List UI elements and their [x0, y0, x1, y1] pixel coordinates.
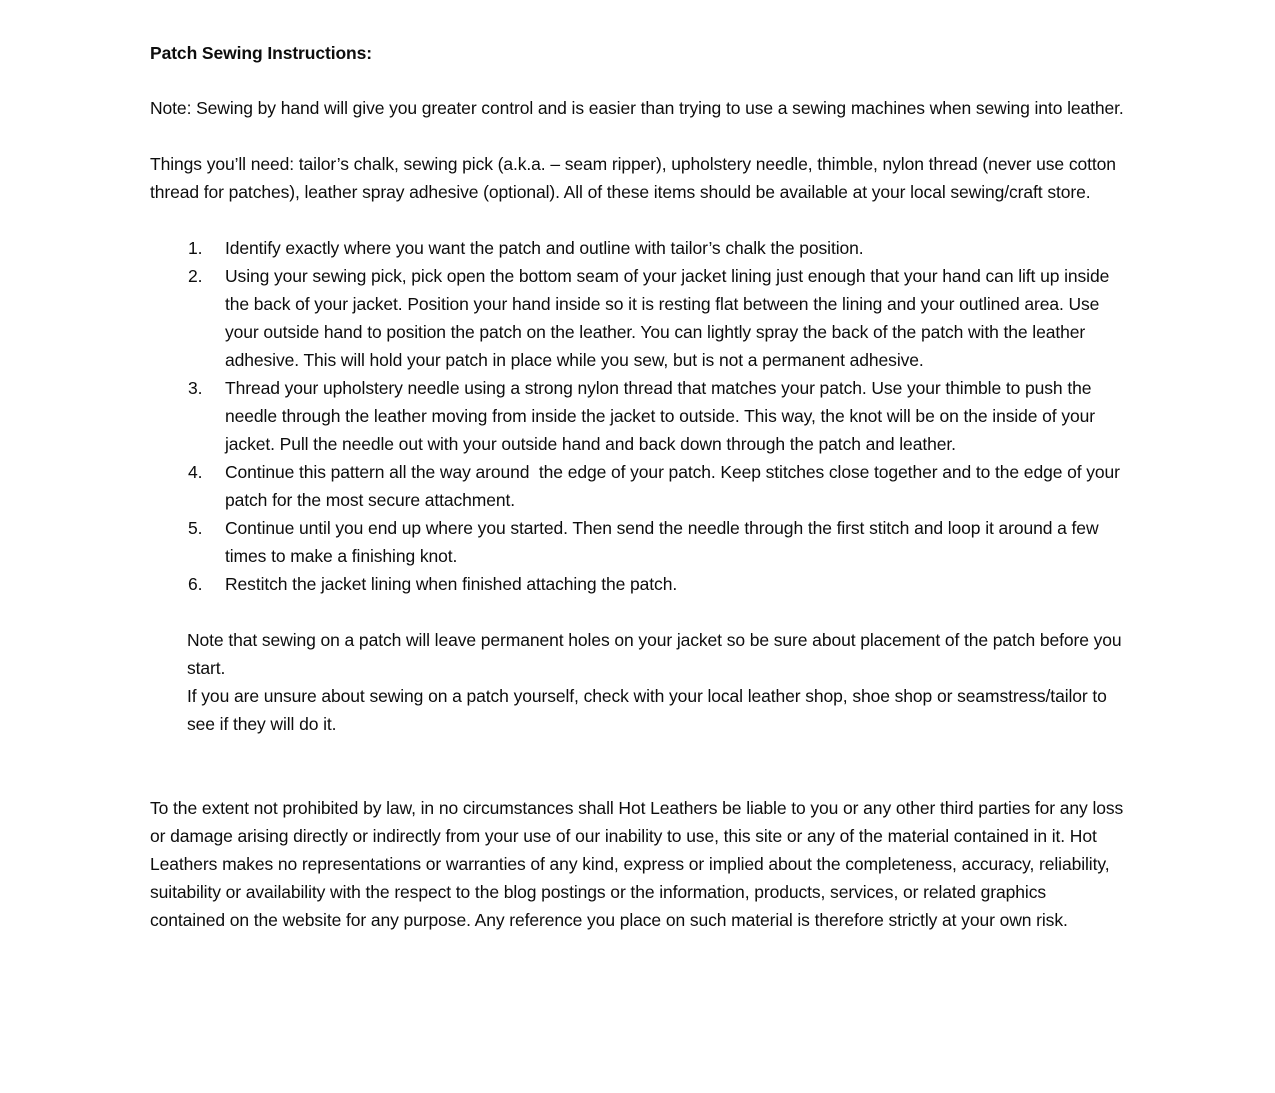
list-item-step-3: Thread your upholstery needle using a strong nylon thread that matches your patch. Use your thimble to push the needle through the leather moving from inside the jacket to outside. This way, the knot will be on the inside of your jacket. Pull the needle out with your outside hand and back down through the patch and leather. — [225, 378, 1100, 454]
list-item-step-1: Identify exactly where you want the patch and outline with tailor’s chalk the position. — [225, 238, 864, 258]
supplies-paragraph: Things you’ll need: tailor’s chalk, sewing pick (a.k.a. – seam ripper), upholstery needle, thimble, nylon thread (never use cotton thread for patches), leather spray adhesive (optional). All of these items should be available at your local sewing/craft store. — [150, 154, 1121, 202]
placement-warning-note: Note that sewing on a patch will leave permanent holes on your jacket so be sure about placement of the patch before you start. — [187, 630, 1127, 678]
document-title: Patch Sewing Instructions: — [150, 43, 373, 63]
unsure-advice-note: If you are unsure about sewing on a patch yourself, check with your local leather shop, shoe shop or seamstress/tailor to see if they will do it. — [187, 686, 1112, 734]
hand-sewing-note-paragraph: Note: Sewing by hand will give you greater control and is easier than trying to use a sewing machines when sewing into leather. — [150, 98, 1124, 118]
list-item-step-2: Using your sewing pick, pick open the bottom seam of your jacket lining just enough that your hand can lift up inside the back of your jacket. Position your hand inside so it is resting flat between the lining and your outlined area. Use your outside hand to position the patch on the leather. You can lightly spray the back of the patch with the leather adhesive. This will hold your patch in place while you sew, but is not a permanent adhesive. — [225, 266, 1114, 370]
legal-disclaimer-paragraph: To the extent not prohibited by law, in no circumstances shall Hot Leathers be liable to you or any other third parties for any loss or damage arising directly or indirectly from your use of our inability to use, this site or any of the material contained in it. Hot Leathers makes no representations or warranties of any kind, express or implied about the completeness, accuracy, reliability, suitability or availability with the respect to the blog postings or the information, products, services, or related graphics contained on the website for any purpose. Any reference you place on such material is therefore strictly at your own risk. — [150, 798, 1128, 930]
list-item-step-4: Continue this pattern all the way around the edge of your patch. Keep stitches close together and to the edge of your patch for the most secure attachment. — [225, 462, 1125, 510]
notes-block — [187, 626, 1125, 738]
instructions-list — [150, 234, 1125, 598]
list-item-step-6: Restitch the jacket lining when finished attaching the patch. — [225, 574, 678, 594]
list-item-step-5: Continue until you end up where you started. Then send the needle through the first stitch and loop it around a few times to make a finishing knot. — [225, 518, 1104, 566]
